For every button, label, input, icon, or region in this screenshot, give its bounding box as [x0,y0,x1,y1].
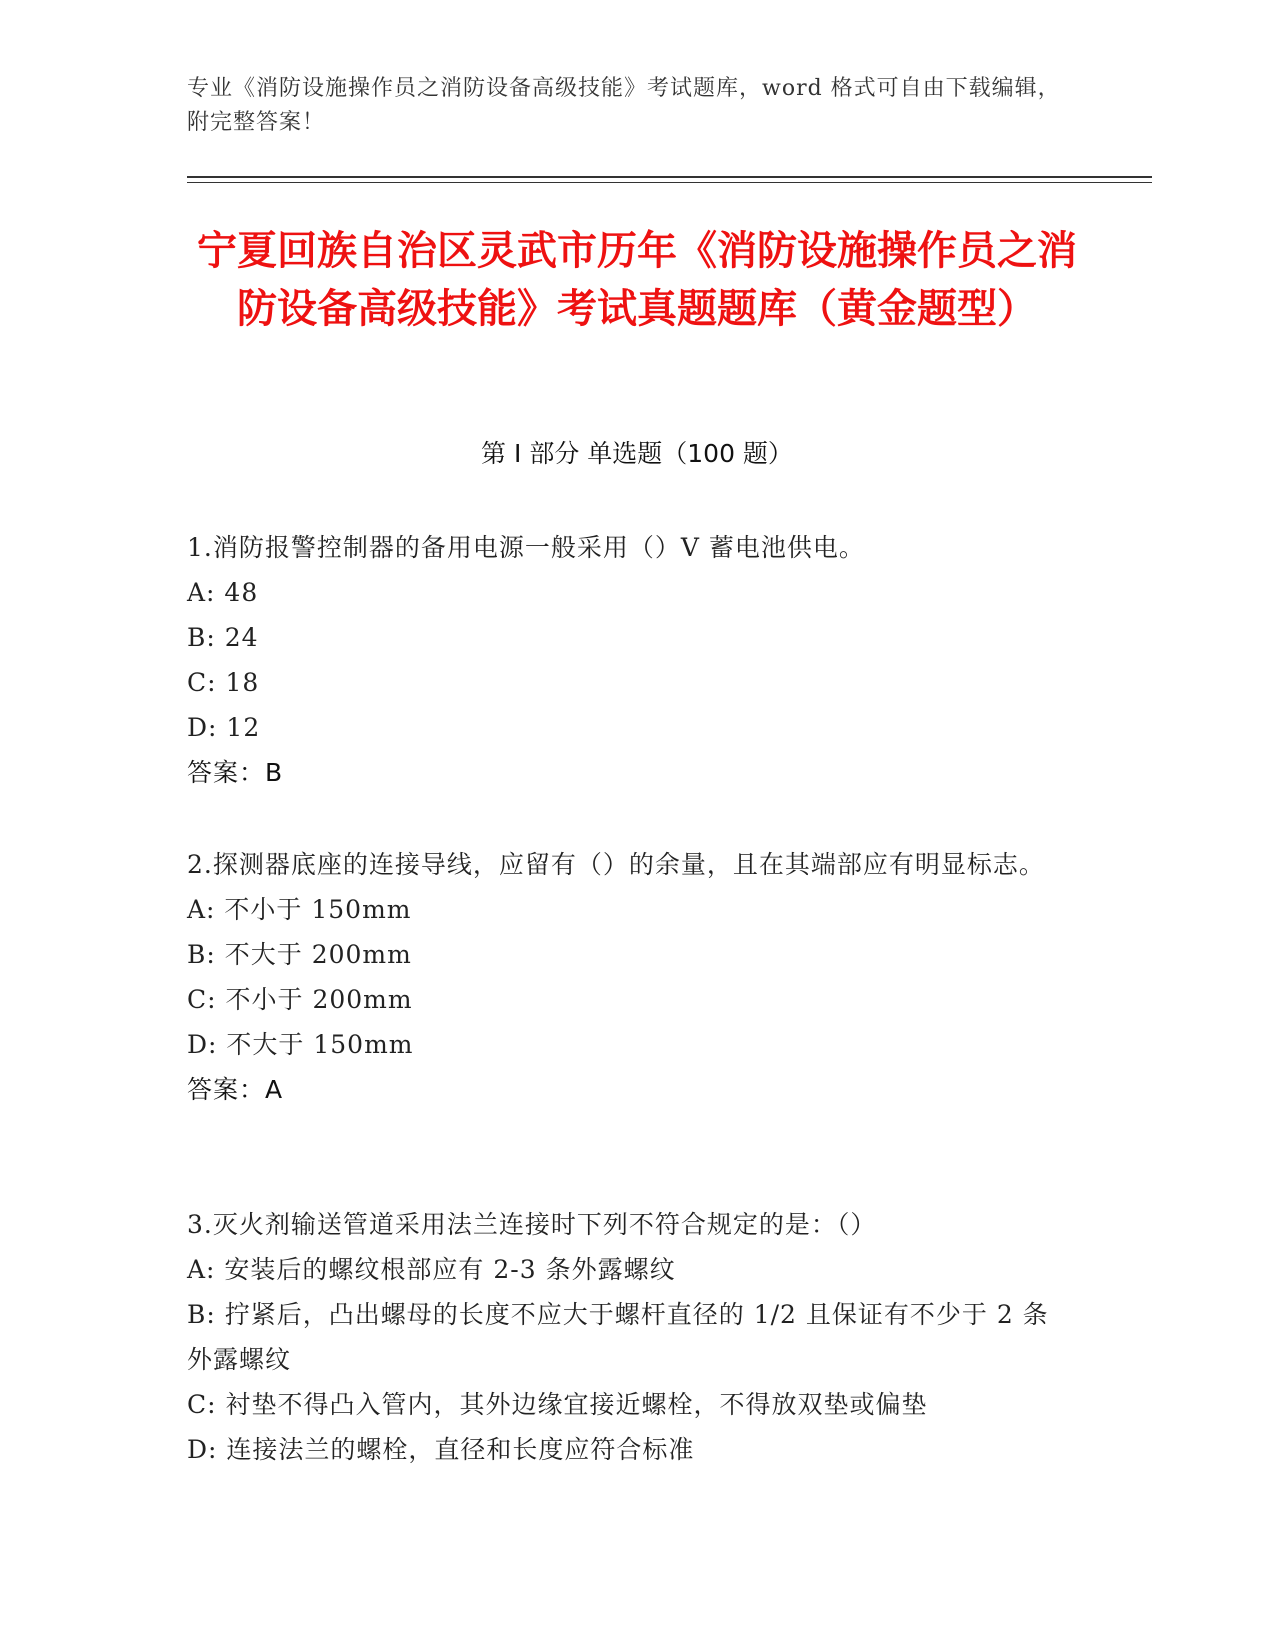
header-note: 专业《消防设施操作员之消防设备高级技能》考试题库，word 格式可自由下载编辑，附完整答案！ [187,76,1061,135]
option-b: B: 不大于 200mm [187,940,412,969]
header-divider-thin [187,182,1152,183]
option-a: A: 安装后的螺纹根部应有 2-3 条外露螺纹 [187,1255,676,1284]
question-text: 1.消防报警控制器的备用电源一般采用（）V 蓄电池供电。 [187,533,865,562]
question-item [187,525,1067,795]
section-title: 第 I 部分 单选题（100 题） [481,439,793,468]
document-title: 宁夏回族自治区灵武市历年《消防设施操作员之消防设备高级技能》考试真题题库（黄金题型） [197,228,1077,332]
option-c: C: 18 [187,668,260,697]
answer-text: 答案：B [187,758,284,787]
answer-text: 答案：A [187,1075,284,1104]
option-d: D: 连接法兰的螺栓，直径和长度应符合标准 [187,1435,695,1464]
option-b: B: 24 [187,623,259,652]
option-c: C: 衬垫不得凸入管内，其外边缘宜接近螺栓，不得放双垫或偏垫 [187,1390,928,1419]
option-b: B: 拧紧后，凸出螺母的长度不应大于螺杆直径的 1/2 且保证有不少于 2 条外露螺纹 [187,1300,1049,1374]
option-c: C: 不小于 200mm [187,985,413,1014]
option-a: A: 48 [187,578,259,607]
header-divider-thick [187,176,1152,178]
option-a: A: 不小于 150mm [187,895,412,924]
question-text: 3.灭火剂输送管道采用法兰连接时下列不符合规定的是：（） [187,1210,877,1239]
option-d: D: 不大于 150mm [187,1030,414,1059]
question-text: 2.探测器底座的连接导线，应留有（）的余量，且在其端部应有明显标志。 [187,850,1045,879]
question-item [187,842,1067,1112]
option-d: D: 12 [187,713,261,742]
question-item [187,1202,1067,1472]
